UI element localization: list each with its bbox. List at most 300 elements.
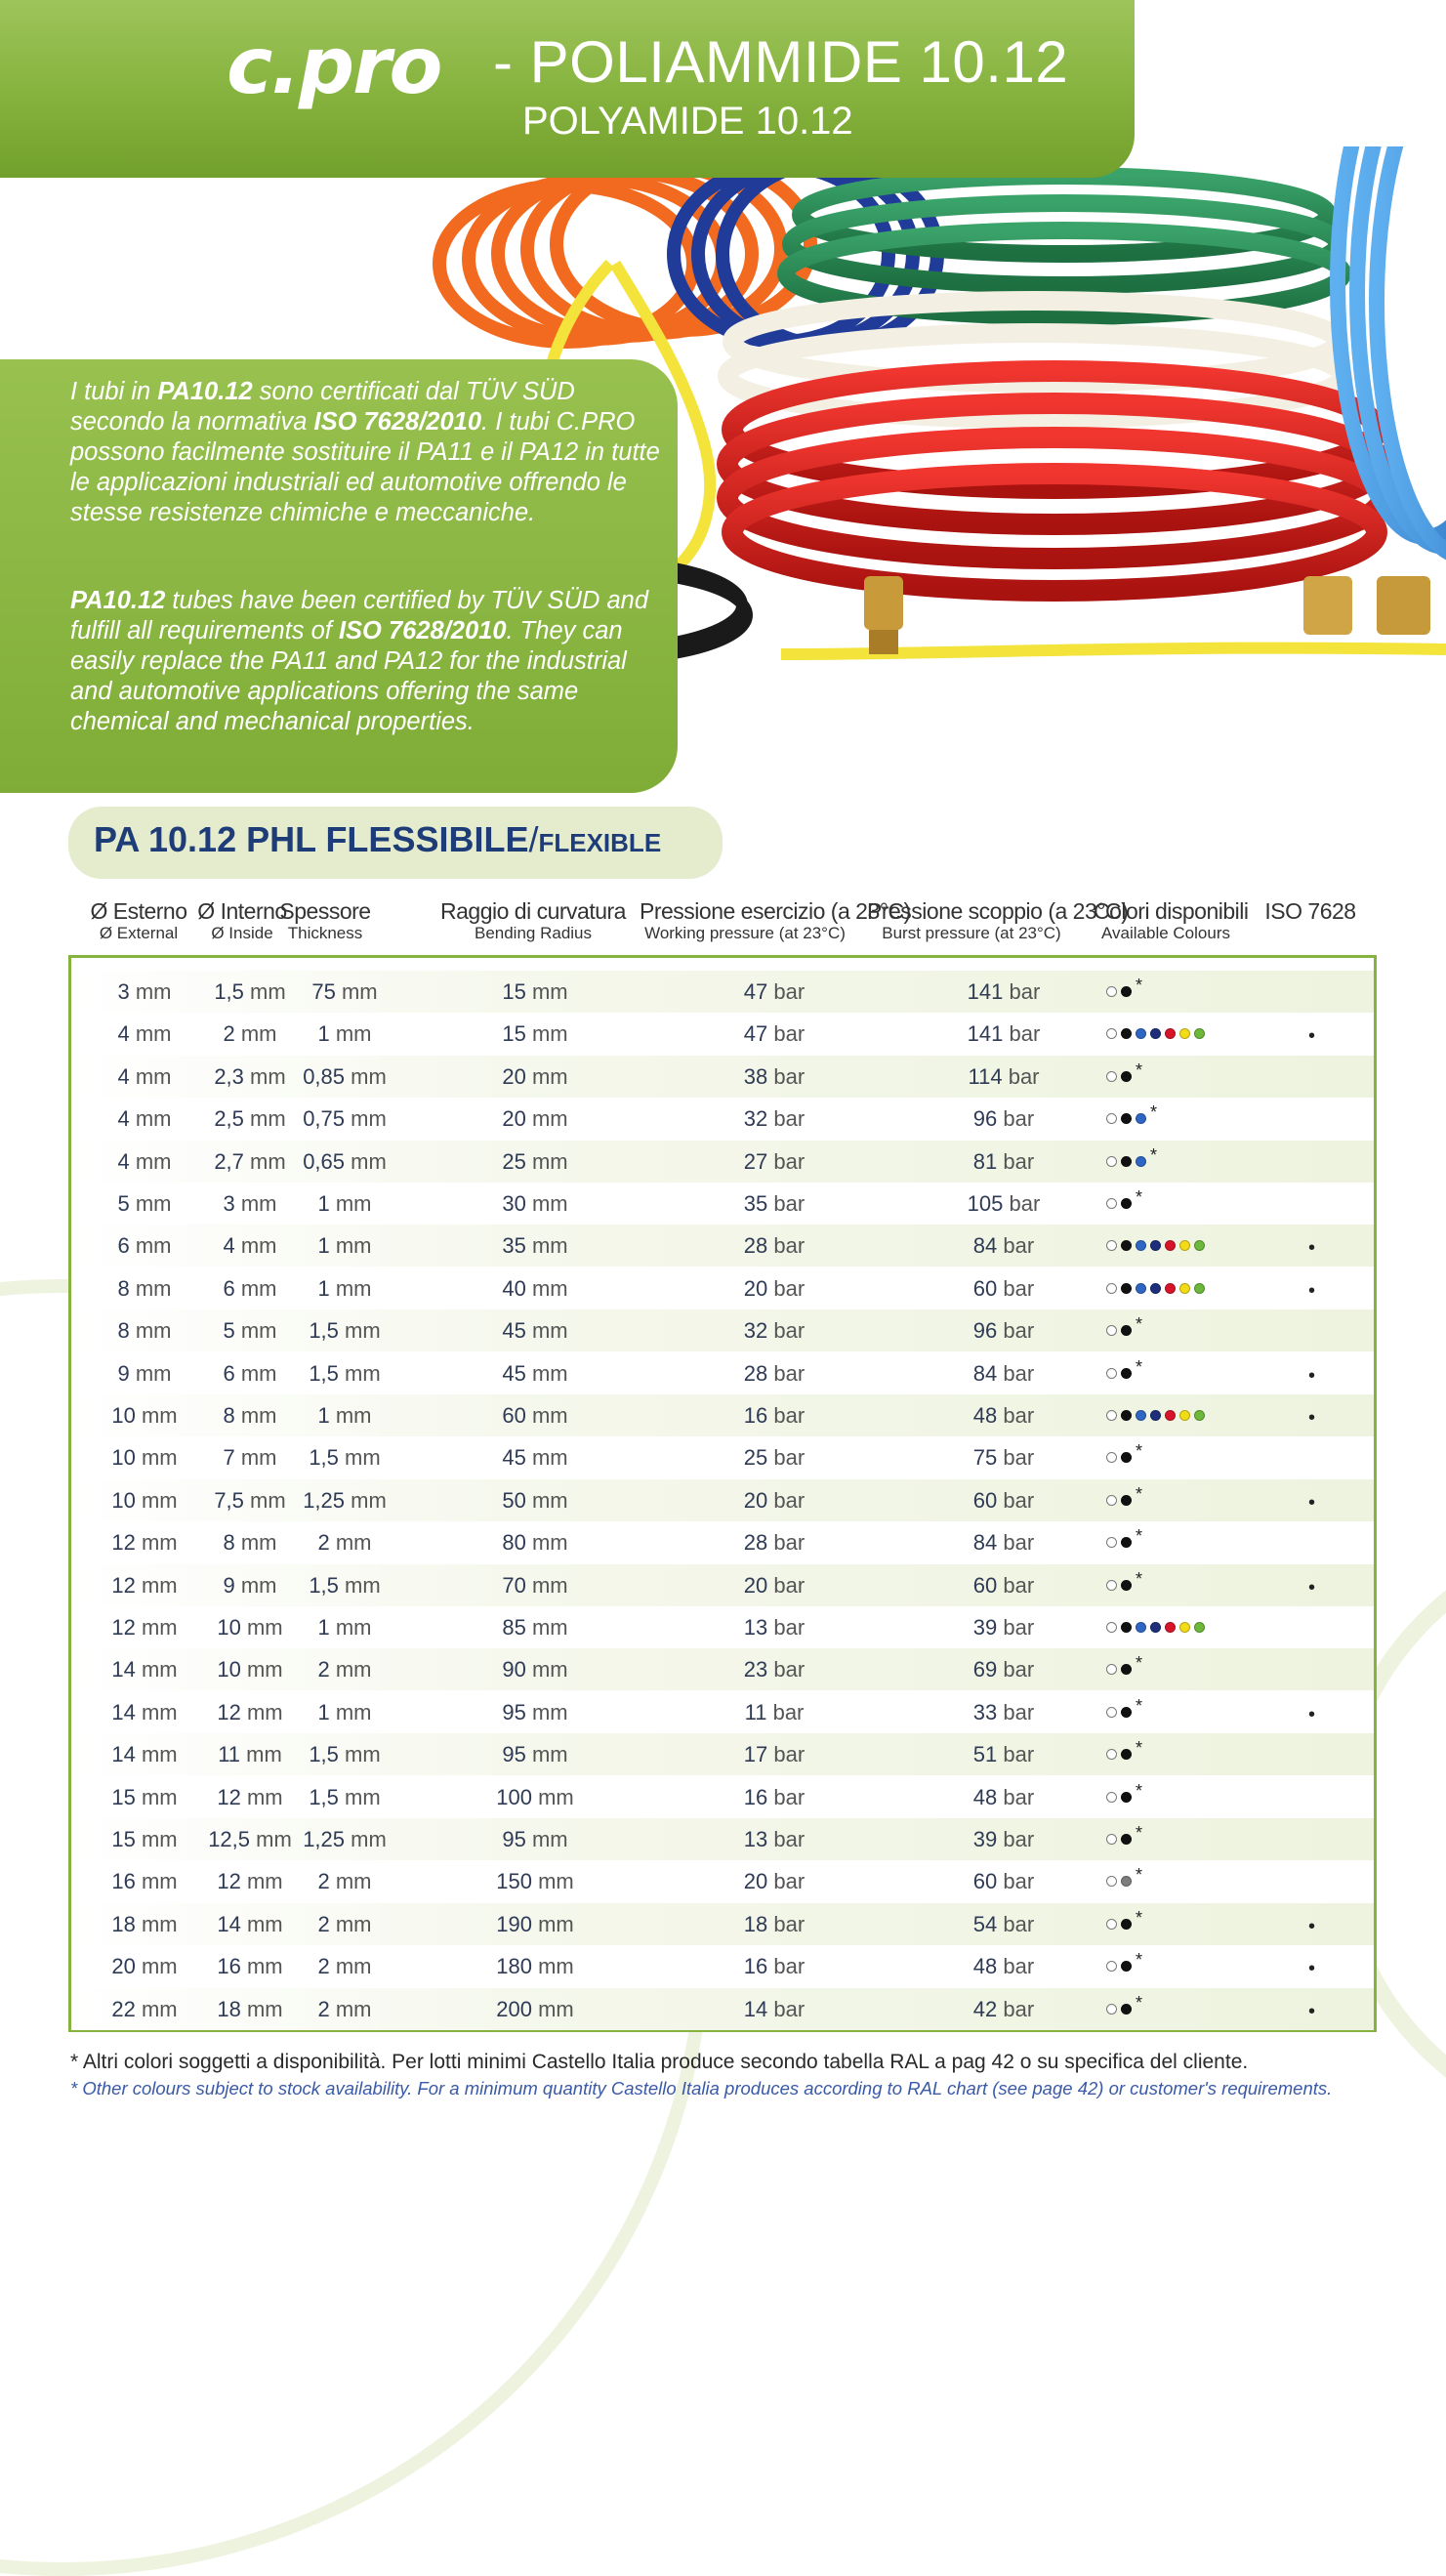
cell-burst: 39 bar <box>972 1615 1035 1640</box>
cell-work: 23 bar <box>743 1657 806 1683</box>
colour-dot-blue-icon <box>1136 1240 1146 1251</box>
cell-int: 8 mm <box>223 1530 277 1556</box>
colour-dot-black-icon <box>1121 1028 1132 1039</box>
cell-ext: 15 mm <box>111 1827 178 1851</box>
iso-certified-mark: • <box>1308 2000 1316 2022</box>
cell-int: 10 mm <box>217 1657 283 1683</box>
colour-dot-red-icon <box>1165 1240 1176 1251</box>
table-row <box>71 1818 1374 1860</box>
table-row <box>71 1988 1374 2030</box>
cell-ext: 4 mm <box>117 1063 172 1089</box>
cell-int: 7,5 mm <box>214 1487 286 1513</box>
available-colours <box>1106 1691 1142 1733</box>
column-header-colours: Colori disponibili Available Colours <box>1094 898 1249 942</box>
colour-dot-darkblue-icon <box>1150 1283 1161 1294</box>
iso-certified-mark: • <box>1308 1958 1316 1980</box>
cell-int: 7 mm <box>223 1445 277 1471</box>
cell-ext: 4 mm <box>117 1021 172 1047</box>
cell-rad: 90 mm <box>502 1657 568 1683</box>
asterisk-note: * <box>1136 1992 1143 2013</box>
colour-dot-red-icon <box>1165 1283 1176 1294</box>
brand-logo: c.pro <box>227 21 441 111</box>
section-heading: PA 10.12 PHL FLESSIBILE/FLEXIBLE <box>94 819 662 859</box>
cell-thk: 2 mm <box>317 1954 372 1979</box>
colour-dot-black-icon <box>1121 1198 1132 1209</box>
cell-thk: 1,5 mm <box>309 1360 381 1386</box>
iso-certified-mark: • <box>1308 1915 1316 1937</box>
cell-work: 18 bar <box>743 1911 806 1936</box>
colour-dot-black-icon <box>1121 1156 1132 1167</box>
colour-dot-black-icon <box>1121 1452 1132 1463</box>
available-colours <box>1106 1479 1142 1521</box>
cell-ext: 9 mm <box>117 1360 172 1386</box>
available-colours <box>1106 1309 1142 1351</box>
available-colours <box>1106 1564 1142 1606</box>
column-header-thickness: Spessore Thickness <box>279 898 371 942</box>
colour-dot-natural-icon <box>1106 1156 1117 1167</box>
iso-certified-mark: • <box>1308 1576 1316 1599</box>
cell-thk: 2 mm <box>317 1869 372 1894</box>
colour-dot-darkblue-icon <box>1150 1028 1161 1039</box>
table-row <box>71 1606 1374 1648</box>
available-colours <box>1106 1945 1142 1987</box>
table-row <box>71 1521 1374 1563</box>
colour-dot-yellow-icon <box>1179 1622 1190 1633</box>
table-row <box>71 1733 1374 1775</box>
cell-burst: 84 bar <box>972 1360 1035 1386</box>
colour-dot-red-icon <box>1165 1028 1176 1039</box>
cell-rad: 30 mm <box>502 1191 568 1216</box>
available-colours <box>1106 1860 1142 1902</box>
cell-rad: 20 mm <box>502 1106 568 1132</box>
cell-burst: 69 bar <box>972 1657 1035 1683</box>
cell-burst: 33 bar <box>972 1699 1035 1724</box>
cell-ext: 3 mm <box>117 979 172 1004</box>
cell-work: 25 bar <box>743 1445 806 1471</box>
page-subtitle: POLYAMIDE 10.12 <box>522 100 853 143</box>
available-colours <box>1106 971 1142 1013</box>
cell-thk: 1,5 mm <box>309 1572 381 1598</box>
cell-rad: 100 mm <box>496 1784 574 1809</box>
cell-rad: 15 mm <box>502 979 568 1004</box>
available-colours <box>1106 1352 1142 1394</box>
cell-rad: 70 mm <box>502 1572 568 1598</box>
available-colours <box>1106 1818 1142 1860</box>
cell-int: 16 mm <box>217 1954 283 1979</box>
cell-burst: 84 bar <box>972 1530 1035 1556</box>
colour-dot-black-icon <box>1121 1325 1132 1336</box>
cell-work: 16 bar <box>743 1784 806 1809</box>
asterisk-note: * <box>1136 976 1143 995</box>
cell-ext: 12 mm <box>111 1530 178 1556</box>
cell-int: 9 mm <box>223 1572 277 1598</box>
table-row <box>71 1225 1374 1267</box>
cell-rad: 20 mm <box>502 1063 568 1089</box>
cell-burst: 84 bar <box>972 1233 1035 1259</box>
colour-dot-natural-icon <box>1106 1749 1117 1760</box>
cell-thk: 1,25 mm <box>303 1487 387 1513</box>
cell-burst: 48 bar <box>972 1784 1035 1809</box>
cell-ext: 14 mm <box>111 1657 178 1683</box>
colour-dot-black-icon <box>1121 1792 1132 1803</box>
colour-dot-natural-icon <box>1106 1919 1117 1930</box>
cell-burst: 60 bar <box>972 1487 1035 1513</box>
colour-dot-natural-icon <box>1106 1410 1117 1421</box>
cell-int: 12 mm <box>217 1869 283 1894</box>
available-colours <box>1106 1436 1142 1478</box>
cell-burst: 141 bar <box>967 1021 1041 1047</box>
colour-dot-natural-icon <box>1106 1283 1117 1294</box>
table-row <box>71 1945 1374 1987</box>
available-colours <box>1106 1013 1209 1055</box>
cell-rad: 95 mm <box>502 1742 568 1767</box>
cell-burst: 105 bar <box>967 1191 1041 1216</box>
colour-dot-black-icon <box>1121 1961 1132 1972</box>
colour-dot-darkblue-icon <box>1150 1240 1161 1251</box>
cell-ext: 8 mm <box>117 1318 172 1344</box>
cell-thk: 1,5 mm <box>309 1318 381 1344</box>
cell-rad: 60 mm <box>502 1403 568 1428</box>
cell-rad: 95 mm <box>502 1699 568 1724</box>
asterisk-note: * <box>1136 1738 1143 1759</box>
cell-work: 14 bar <box>743 1996 806 2021</box>
cell-burst: 114 bar <box>968 1063 1040 1089</box>
cell-int: 12,5 mm <box>208 1827 292 1851</box>
cell-rad: 180 mm <box>496 1954 574 1979</box>
colour-dot-natural-icon <box>1106 1198 1117 1209</box>
table-row <box>71 1691 1374 1733</box>
cell-thk: 1,5 mm <box>309 1784 381 1809</box>
cell-work: 16 bar <box>743 1403 806 1428</box>
cell-thk: 1,25 mm <box>303 1827 387 1851</box>
footnote-english: * Other colours subject to stock availability. For a minimum quantity Castello Italia produces according to RAL chart (see page 42) or customer's requirements. <box>70 2078 1333 2098</box>
table-row <box>71 1564 1374 1606</box>
colour-dot-natural-icon <box>1106 1876 1117 1887</box>
available-colours <box>1106 1988 1142 2030</box>
cell-work: 11 bar <box>744 1699 805 1724</box>
cell-thk: 75 mm <box>311 979 378 1004</box>
available-colours <box>1106 1394 1209 1436</box>
colour-dot-black-icon <box>1121 1495 1132 1506</box>
colour-dot-natural-icon <box>1106 1325 1117 1336</box>
cell-work: 13 bar <box>743 1615 806 1640</box>
cell-burst: 48 bar <box>972 1403 1035 1428</box>
colour-dot-natural-icon <box>1106 1537 1117 1548</box>
asterisk-note: * <box>1136 1441 1143 1462</box>
cell-burst: 60 bar <box>972 1275 1035 1301</box>
colour-dot-natural-icon <box>1106 1622 1117 1633</box>
cell-int: 12 mm <box>217 1699 283 1724</box>
available-colours <box>1106 1267 1209 1309</box>
cell-thk: 1 mm <box>317 1275 372 1301</box>
cell-int: 2,3 mm <box>214 1063 286 1089</box>
cell-work: 20 bar <box>743 1275 806 1301</box>
cell-thk: 1,5 mm <box>309 1742 381 1767</box>
colour-dot-black-icon <box>1121 1622 1132 1633</box>
cell-thk: 1,5 mm <box>309 1445 381 1471</box>
colour-dot-black-icon <box>1121 1537 1132 1548</box>
colour-dot-natural-icon <box>1106 986 1117 997</box>
cell-int: 2 mm <box>223 1021 277 1047</box>
colour-dot-green-icon <box>1194 1622 1205 1633</box>
cell-work: 28 bar <box>743 1530 806 1556</box>
column-header-inside: Ø Interno Ø Inside <box>197 898 287 942</box>
cell-rad: 25 mm <box>502 1148 568 1174</box>
cell-burst: 75 bar <box>972 1445 1035 1471</box>
colour-dot-natural-icon <box>1106 2004 1117 2015</box>
cell-thk: 0,85 mm <box>303 1063 387 1089</box>
cell-burst: 96 bar <box>972 1106 1035 1132</box>
colour-dot-darkblue-icon <box>1150 1410 1161 1421</box>
cell-ext: 10 mm <box>111 1445 178 1471</box>
iso-certified-mark: • <box>1308 1491 1316 1514</box>
asterisk-note: * <box>1136 1780 1143 1801</box>
cell-ext: 10 mm <box>111 1403 178 1428</box>
colour-dot-natural-icon <box>1106 1707 1117 1718</box>
asterisk-note: * <box>1136 1314 1143 1335</box>
column-header-external: Ø Esterno Ø External <box>90 898 187 942</box>
table-row <box>71 1098 1374 1140</box>
cell-rad: 85 mm <box>502 1615 568 1640</box>
cell-rad: 45 mm <box>502 1445 568 1471</box>
column-header-bending-radius: Raggio di curvatura Bending Radius <box>440 898 626 942</box>
asterisk-note: * <box>1136 1823 1143 1843</box>
table-row <box>71 1479 1374 1521</box>
available-colours <box>1106 1098 1157 1140</box>
cell-work: 28 bar <box>743 1233 806 1259</box>
colour-dot-yellow-icon <box>1179 1028 1190 1039</box>
cell-burst: 42 bar <box>972 1996 1035 2021</box>
colour-dot-natural-icon <box>1106 1961 1117 1972</box>
cell-thk: 2 mm <box>317 1996 372 2021</box>
colour-dot-yellow-icon <box>1179 1240 1190 1251</box>
colour-dot-red-icon <box>1165 1622 1176 1633</box>
cell-thk: 1 mm <box>317 1699 372 1724</box>
cell-work: 20 bar <box>743 1572 806 1598</box>
cell-rad: 150 mm <box>496 1869 574 1894</box>
cell-ext: 14 mm <box>111 1742 178 1767</box>
cell-work: 38 bar <box>743 1063 806 1089</box>
asterisk-note: * <box>1136 1059 1143 1080</box>
cell-work: 47 bar <box>743 1021 806 1047</box>
available-colours <box>1106 1903 1142 1945</box>
colour-dot-black-icon <box>1121 2004 1132 2015</box>
table-row <box>71 1352 1374 1394</box>
cell-thk: 2 mm <box>317 1657 372 1683</box>
cell-burst: 39 bar <box>972 1827 1035 1851</box>
available-colours <box>1106 1733 1142 1775</box>
colour-dot-black-icon <box>1121 1071 1132 1082</box>
colour-dot-black-icon <box>1121 1707 1132 1718</box>
asterisk-note: * <box>1136 1950 1143 1971</box>
cell-work: 16 bar <box>743 1954 806 1979</box>
column-header-iso: ISO 7628 <box>1264 898 1356 924</box>
colour-dot-blue-icon <box>1136 1283 1146 1294</box>
cell-ext: 16 mm <box>111 1869 178 1894</box>
table-row <box>71 1183 1374 1225</box>
cell-ext: 4 mm <box>117 1148 172 1174</box>
cell-burst: 51 bar <box>972 1742 1035 1767</box>
cell-ext: 10 mm <box>111 1487 178 1513</box>
cell-work: 32 bar <box>743 1318 806 1344</box>
colour-dot-yellow-icon <box>1179 1410 1190 1421</box>
iso-certified-mark: • <box>1308 1025 1316 1048</box>
cell-thk: 1 mm <box>317 1615 372 1640</box>
colour-dot-natural-icon <box>1106 1834 1117 1845</box>
colour-dot-black-icon <box>1121 986 1132 997</box>
table-row <box>71 1903 1374 1945</box>
colour-dot-natural-icon <box>1106 1028 1117 1039</box>
colour-dot-natural-icon <box>1106 1580 1117 1591</box>
table-row <box>71 1860 1374 1902</box>
colour-dot-natural-icon <box>1106 1071 1117 1082</box>
colour-dot-black-icon <box>1121 1368 1132 1379</box>
cell-work: 35 bar <box>743 1191 806 1216</box>
cell-int: 1,5 mm <box>214 979 286 1004</box>
colour-dot-black-icon <box>1121 1919 1132 1930</box>
cell-work: 20 bar <box>743 1869 806 1894</box>
cell-burst: 96 bar <box>972 1318 1035 1344</box>
colour-dot-green-icon <box>1194 1028 1205 1039</box>
page-title: - POLIAMMIDE 10.12 <box>493 29 1069 95</box>
cell-rad: 50 mm <box>502 1487 568 1513</box>
colour-dot-blue-icon <box>1136 1028 1146 1039</box>
colour-dot-blue-icon <box>1136 1113 1146 1124</box>
asterisk-note: * <box>1136 1483 1143 1504</box>
table-row <box>71 1436 1374 1478</box>
cell-int: 10 mm <box>217 1615 283 1640</box>
colour-dot-black-icon <box>1121 1113 1132 1124</box>
cell-work: 20 bar <box>743 1487 806 1513</box>
cell-thk: 1 mm <box>317 1403 372 1428</box>
colour-dot-darkblue-icon <box>1150 1622 1161 1633</box>
cell-burst: 60 bar <box>972 1869 1035 1894</box>
intro-text-italian: I tubi in PA10.12 sono certificati dal TÜV SÜD secondo la normativa ISO 7628/2010. I tubi C.PRO possono facilmente sostituire il PA11 e il PA12 in tutte le applicazioni industriali ed automotive offrendo le stesse resistenze chimiche e meccaniche. <box>70 378 660 526</box>
colour-dot-black-icon <box>1121 1749 1132 1760</box>
cell-rad: 40 mm <box>502 1275 568 1301</box>
cell-int: 4 mm <box>223 1233 277 1259</box>
table-row <box>71 1309 1374 1351</box>
colour-dot-natural-icon <box>1106 1664 1117 1675</box>
available-colours <box>1106 1183 1142 1225</box>
asterisk-note: * <box>1136 1187 1143 1207</box>
table-row <box>71 1267 1374 1309</box>
available-colours <box>1106 1648 1142 1690</box>
intro-text-english: PA10.12 tubes have been certified by TÜV SÜD and fulfill all requirements of ISO 7628/2010. They can easily replace the PA11 and PA12 for the industrial and automotive applications offering the same chemical and mechanical properties. <box>70 587 649 735</box>
colour-dot-natural-icon <box>1106 1113 1117 1124</box>
cell-work: 13 bar <box>743 1827 806 1851</box>
cell-int: 18 mm <box>217 1996 283 2021</box>
cell-burst: 48 bar <box>972 1954 1035 1979</box>
cell-ext: 12 mm <box>111 1615 178 1640</box>
available-colours <box>1106 1606 1209 1648</box>
colour-dot-blue-icon <box>1136 1410 1146 1421</box>
cell-rad: 80 mm <box>502 1530 568 1556</box>
cell-ext: 18 mm <box>111 1911 178 1936</box>
cell-int: 3 mm <box>223 1191 277 1216</box>
cell-ext: 5 mm <box>117 1191 172 1216</box>
cell-thk: 0,65 mm <box>303 1148 387 1174</box>
colour-dot-blue-icon <box>1136 1156 1146 1167</box>
cell-int: 14 mm <box>217 1911 283 1936</box>
colour-dot-blue-icon <box>1136 1622 1146 1633</box>
colour-dot-black-icon <box>1121 1580 1132 1591</box>
table-row <box>71 1394 1374 1436</box>
cell-int: 2,7 mm <box>214 1148 286 1174</box>
colour-dot-red-icon <box>1165 1410 1176 1421</box>
cell-thk: 1 mm <box>317 1191 372 1216</box>
table-row <box>71 1141 1374 1183</box>
cell-int: 5 mm <box>223 1318 277 1344</box>
cell-ext: 15 mm <box>111 1784 178 1809</box>
cell-thk: 1 mm <box>317 1233 372 1259</box>
colour-dot-yellow-icon <box>1179 1283 1190 1294</box>
cell-thk: 1 mm <box>317 1021 372 1047</box>
colour-dot-natural-icon <box>1106 1240 1117 1251</box>
colour-dot-green-icon <box>1194 1410 1205 1421</box>
column-header-burst-pressure: Pressione scoppio (a 23°C) Burst pressure (at 23°C) <box>867 898 1129 942</box>
table-row <box>71 1056 1374 1098</box>
iso-certified-mark: • <box>1308 1407 1316 1429</box>
colour-dot-green-icon <box>1194 1240 1205 1251</box>
iso-certified-mark: • <box>1308 1279 1316 1302</box>
cell-burst: 60 bar <box>972 1572 1035 1598</box>
footnote-italian: * Altri colori soggetti a disponibilità. Per lotti minimi Castello Italia produce secondo tabella RAL a pag 42 o su specifica del cliente. <box>70 2051 1249 2073</box>
colour-dot-black-icon <box>1121 1834 1132 1845</box>
cell-work: 47 bar <box>743 979 806 1004</box>
available-colours <box>1106 1141 1157 1183</box>
cell-ext: 6 mm <box>117 1233 172 1259</box>
available-colours <box>1106 1521 1142 1563</box>
cell-rad: 95 mm <box>502 1827 568 1851</box>
iso-certified-mark: • <box>1308 1364 1316 1387</box>
cell-ext: 12 mm <box>111 1572 178 1598</box>
cell-work: 28 bar <box>743 1360 806 1386</box>
asterisk-note: * <box>1136 1695 1143 1716</box>
cell-rad: 200 mm <box>496 1996 574 2021</box>
table-row <box>71 1648 1374 1690</box>
asterisk-note: * <box>1136 1653 1143 1674</box>
available-colours <box>1106 1776 1142 1818</box>
cell-work: 17 bar <box>743 1742 806 1767</box>
cell-burst: 54 bar <box>972 1911 1035 1936</box>
colour-dot-black-icon <box>1121 1283 1132 1294</box>
cell-ext: 8 mm <box>117 1275 172 1301</box>
cell-ext: 4 mm <box>117 1106 172 1132</box>
cell-thk: 0,75 mm <box>303 1106 387 1132</box>
cell-int: 2,5 mm <box>214 1106 286 1132</box>
colour-dot-natural-icon <box>1106 1452 1117 1463</box>
cell-ext: 20 mm <box>111 1954 178 1979</box>
cell-rad: 15 mm <box>502 1021 568 1047</box>
cell-rad: 45 mm <box>502 1360 568 1386</box>
table-row <box>71 1013 1374 1055</box>
cell-thk: 2 mm <box>317 1530 372 1556</box>
colour-dot-black-icon <box>1121 1664 1132 1675</box>
asterisk-note: * <box>1136 1526 1143 1547</box>
cell-thk: 2 mm <box>317 1911 372 1936</box>
colour-dot-green-icon <box>1194 1283 1205 1294</box>
cell-rad: 35 mm <box>502 1233 568 1259</box>
asterisk-note: * <box>1136 1907 1143 1928</box>
cell-rad: 45 mm <box>502 1318 568 1344</box>
iso-certified-mark: • <box>1308 1237 1316 1260</box>
colour-dot-black-icon <box>1121 1410 1132 1421</box>
colour-dot-natural-icon <box>1106 1792 1117 1803</box>
asterisk-note: * <box>1136 1568 1143 1589</box>
cell-int: 6 mm <box>223 1360 277 1386</box>
cell-ext: 22 mm <box>111 1996 178 2021</box>
